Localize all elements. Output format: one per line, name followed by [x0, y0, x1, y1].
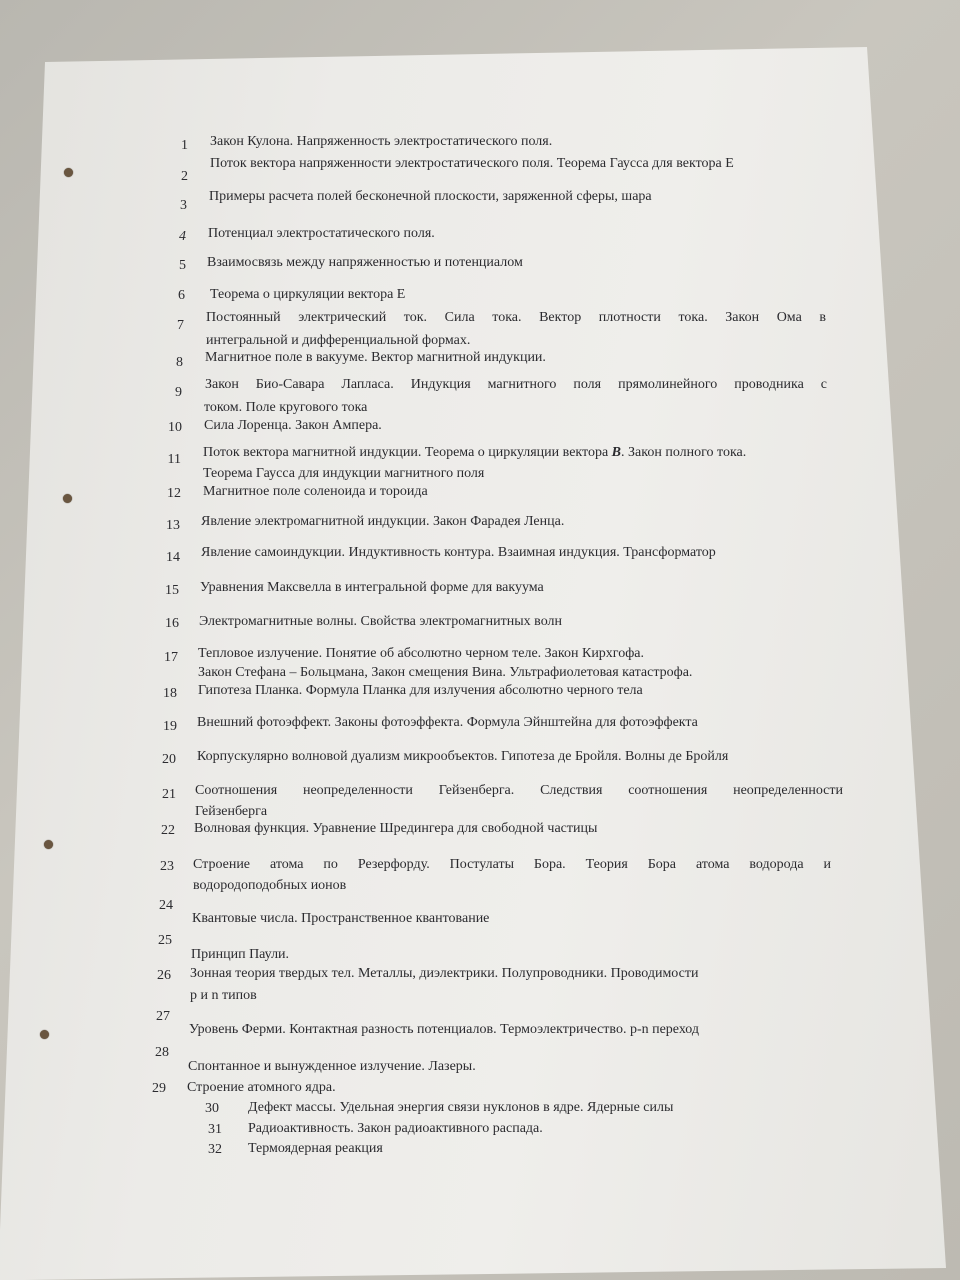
item-3-text: Примеры расчета полей бесконечной плоскости, заряженной сферы, шара [209, 189, 652, 204]
item-29-text: Строение атомного ядра. [187, 1080, 336, 1095]
item-20-text: Корпускулярно волновой дуализм микрообъектов. Гипотеза де Бройля. Волны де Бройля [197, 749, 729, 764]
item-17-text-line-1: Тепловое излучение. Понятие об абсолютно черном теле. Закон Кирхгофа. [198, 646, 644, 661]
item-28-text: Спонтанное и вынужденное излучение. Лазеры. [188, 1059, 476, 1074]
item-7-text-line-2: интегральной и дифференциальной формах. [206, 333, 471, 348]
item-7-number: 7 [177, 318, 184, 333]
item-11-text-line-1 [203, 445, 746, 461]
item-7-text-line-1: Постоянный электрический ток. Сила тока. Вектор плотности тока. Закон Ома в [206, 310, 826, 325]
item-11-text-end: . Закон полного тока. [621, 445, 747, 460]
item-23-number: 23 [160, 859, 174, 874]
item-26-number: 26 [157, 968, 171, 983]
item-17-text-line-2: Закон Стефана – Больцмана, Закон смещения Вина. Ультрафиолетовая катастрофа. [198, 665, 693, 680]
item-32-text: Термоядерная реакция [248, 1141, 383, 1156]
item-10-number: 10 [168, 420, 182, 435]
item-19-number: 19 [163, 719, 177, 734]
vector-b-symbol: B [611, 445, 622, 460]
item-8-text: Магнитное поле в вакууме. Вектор магнитной индукции. [205, 350, 546, 365]
item-19-text: Внешний фотоэффект. Законы фотоэффекта. Формула Эйнштейна для фотоэффекта [197, 715, 698, 730]
item-12-text: Магнитное поле соленоида и тороида [203, 484, 428, 499]
item-9-text-line-2: током. Поле кругового тока [204, 400, 368, 415]
item-21-number: 21 [162, 787, 176, 802]
item-23-text-line-1: Строение атома по Резерфорду. Постулаты Бора. Теория Бора атома водорода и [193, 857, 831, 872]
item-12-number: 12 [167, 486, 181, 501]
item-21-text-line-1: Соотношения неопределенности Гейзенберга. Следствия соотношения неопределенности [195, 783, 843, 798]
item-14-number: 14 [166, 550, 180, 565]
punch-hole-middle [63, 494, 72, 503]
item-11-text-line-2: Теорема Гаусса для индукции магнитного поля [203, 466, 485, 481]
item-25-number: 25 [158, 933, 172, 948]
item-16-number: 16 [165, 616, 179, 631]
item-21-text-line-2: Гейзенберга [195, 804, 268, 819]
item-27-number: 27 [156, 1009, 170, 1024]
item-31-number: 31 [208, 1122, 222, 1137]
item-18-text: Гипотеза Планка. Формула Планка для излучения абсолютно черного тела [198, 683, 643, 698]
item-26-text-line-1: Зонная теория твердых тел. Металлы, диэлектрики. Полупроводники. Проводимости [190, 966, 699, 981]
punch-hole-bottom [40, 1030, 49, 1039]
item-24-text: Квантовые числа. Пространственное квантование [192, 911, 490, 926]
item-5-number: 5 [179, 258, 186, 273]
item-13-text: Явление электромагнитной индукции. Закон Фарадея Ленца. [201, 514, 565, 529]
item-22-text: Волновая функция. Уравнение Шредингера для свободной частицы [194, 821, 598, 836]
item-6-number: 6 [178, 288, 185, 303]
item-16-text: Электромагнитные волны. Свойства электромагнитных волн [199, 614, 562, 629]
item-30-number: 30 [205, 1101, 219, 1116]
punch-hole-top [64, 168, 73, 177]
item-4-number: 4 [179, 229, 186, 244]
item-2-text: Поток вектора напряженности электростатического поля. Теорема Гаусса для вектора E [210, 156, 734, 171]
item-4-text: Потенциал электростатического поля. [208, 226, 435, 241]
item-30-text: Дефект массы. Удельная энергия связи нуклонов в ядре. Ядерные силы [248, 1100, 674, 1115]
item-24-number: 24 [159, 898, 173, 913]
item-29-number: 29 [152, 1081, 166, 1096]
item-25-text: Принцип Паули. [191, 947, 290, 962]
item-32-number: 32 [208, 1142, 222, 1157]
item-11-number: 11 [167, 452, 181, 467]
item-3-number: 3 [180, 198, 187, 213]
item-15-number: 15 [165, 583, 179, 598]
item-9-number: 9 [175, 385, 182, 400]
item-17-number: 17 [164, 650, 178, 665]
item-23-text-line-2: водородоподобных ионов [193, 878, 347, 893]
item-28-number: 28 [155, 1045, 169, 1060]
item-11-text-start: Поток вектора магнитной индукции. Теорема о циркуляции вектора [203, 445, 609, 460]
item-6-text: Теорема о циркуляции вектора E [210, 287, 406, 302]
item-13-number: 13 [166, 518, 180, 533]
item-2-number: 2 [181, 169, 188, 184]
item-27-text: Уровень Ферми. Контактная разность потенциалов. Термоэлектричество. p-n переход [189, 1022, 700, 1037]
item-20-number: 20 [162, 752, 176, 767]
punch-hole-lower [44, 840, 53, 849]
item-9-text-line-1: Закон Био-Савара Лапласа. Индукция магнитного поля прямолинейного проводника с [205, 377, 827, 392]
item-22-number: 22 [161, 823, 175, 838]
item-8-number: 8 [176, 355, 183, 370]
item-1-text: Закон Кулона. Напряженность электростатического поля. [210, 134, 553, 149]
item-26-text-line-2: p и n типов [190, 988, 257, 1003]
item-14-text: Явление самоиндукции. Индуктивность контура. Взаимная индукция. Трансформатор [201, 545, 716, 560]
item-1-number: 1 [181, 138, 188, 153]
item-31-text: Радиоактивность. Закон радиоактивного распада. [248, 1121, 543, 1136]
item-18-number: 18 [163, 686, 177, 701]
item-15-text: Уравнения Максвелла в интегральной форме для вакуума [200, 580, 544, 595]
item-5-text: Взаимосвязь между напряженностью и потенциалом [207, 255, 523, 270]
item-10-text: Сила Лоренца. Закон Ампера. [204, 418, 382, 433]
